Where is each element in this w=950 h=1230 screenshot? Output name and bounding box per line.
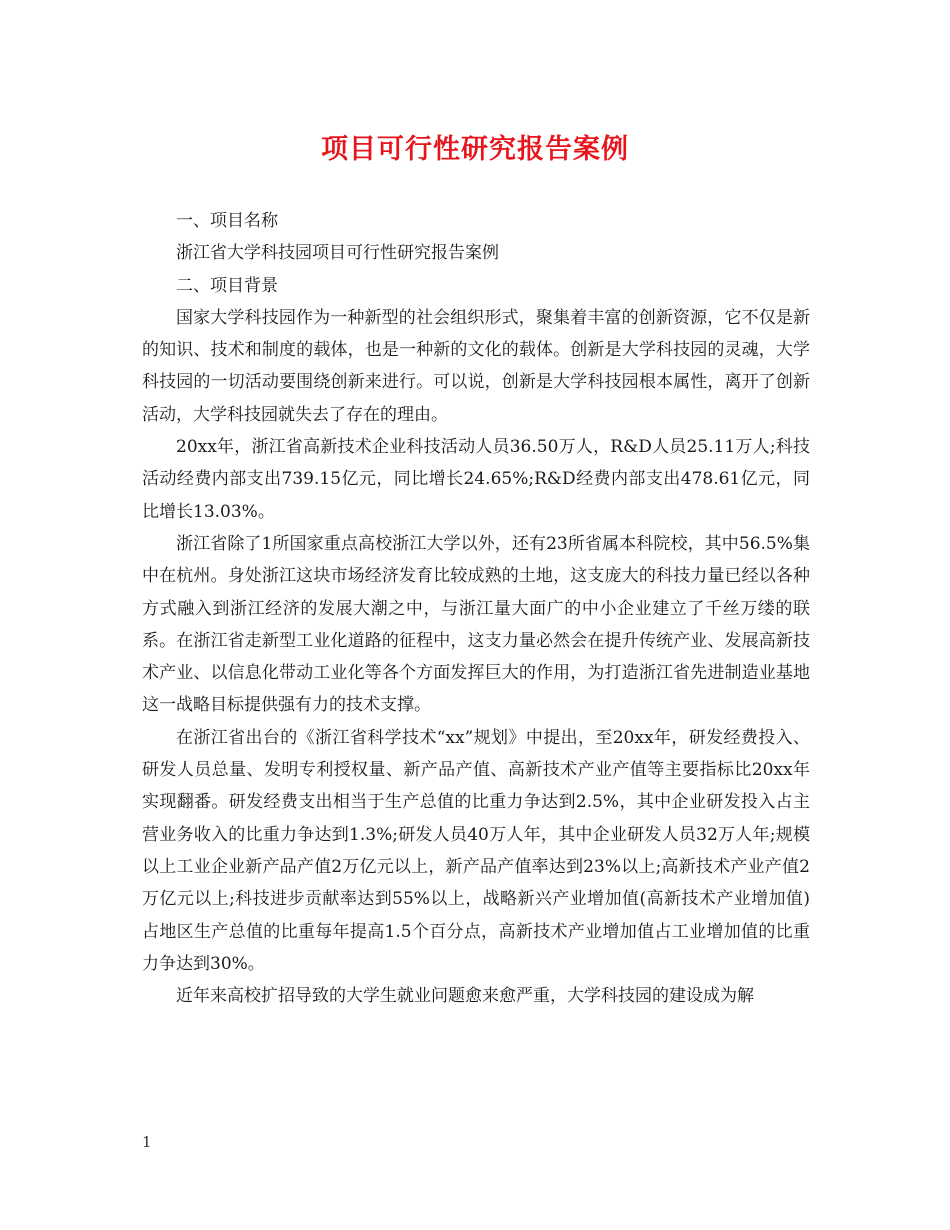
body-paragraph: 国家大学科技园作为一种新型的社会组织形式，聚集着丰富的创新资源，它不仅是新的知识、技术和制度的载体，也是一种新的文化的载体。创新是大学科技园的灵魂，大学科技园的一切活动要围绕创新来进行。可以说，创新是大学科技园根本属性，离开了创新活动，大学科技园就失去了存在的理由。 [142,307,810,425]
project-name-text: 浙江省大学科技园项目可行性研究报告案例 [176,243,499,264]
document-body [142,205,810,1012]
document-title: 项目可行性研究报告案例 [321,134,629,165]
body-paragraph: 20xx年，浙江省高新技术企业科技活动人员36.50万人，R&D人员25.11万人;科技活动经费内部支出739.15亿元，同比增长24.65%;R&D经费内部支出478.61亿元，同比增长13.03%。 [142,437,810,522]
body-paragraph: 近年来高校扩招导致的大学生就业问题愈来愈严重，大学科技园的建设成为解 [176,986,754,1007]
section-heading-project-name: 一、项目名称 [176,211,278,231]
page-number: 1 [142,1133,152,1151]
section-heading-project-background: 二、项目背景 [176,275,278,296]
body-paragraph: 在浙江省出台的《浙江省科学技术“xx”规划》中提出，至20xx年，研发经费投入、研发人员总量、发明专利授权量、新产品产值、高新技术产业产值等主要指标比20xx年实现翻番。研发经费支出相当于生产总值的比重力争达到2.5%，其中企业研发投入占主营业务收入的比重力争达到1.3%;研发人员40万人年，其中企业研发人员32万人年;规模以上工业企业新产品产值2万亿元以上，新产品产值率达到23%以上;高新技术产业产值2万亿元以上;科技进步贡献率达到55%以上，战略新兴产业增加值(高新技术产业增加值)占地区生产总值的比重每年提高1.5个百分点，高新技术产业增加值占工业增加值的比重力争达到30%。 [142,727,810,974]
body-paragraph: 浙江省除了1所国家重点高校浙江大学以外，还有23所省属本科院校，其中56.5%集中在杭州。身处浙江这块市场经济发育比较成熟的土地，这支庞大的科技力量已经以各种方式融入到浙江经济的发展大潮之中，与浙江量大面广的中小企业建立了千丝万缕的联系。在浙江省走新型工业化道路的征程中，这支力量必然会在提升传统产业、发展高新技术产业、以信息化带动工业化等各个方面发挥巨大的作用，为打造浙江省先进制造业基地这一战略目标提供强有力的技术支撑。 [142,533,810,716]
